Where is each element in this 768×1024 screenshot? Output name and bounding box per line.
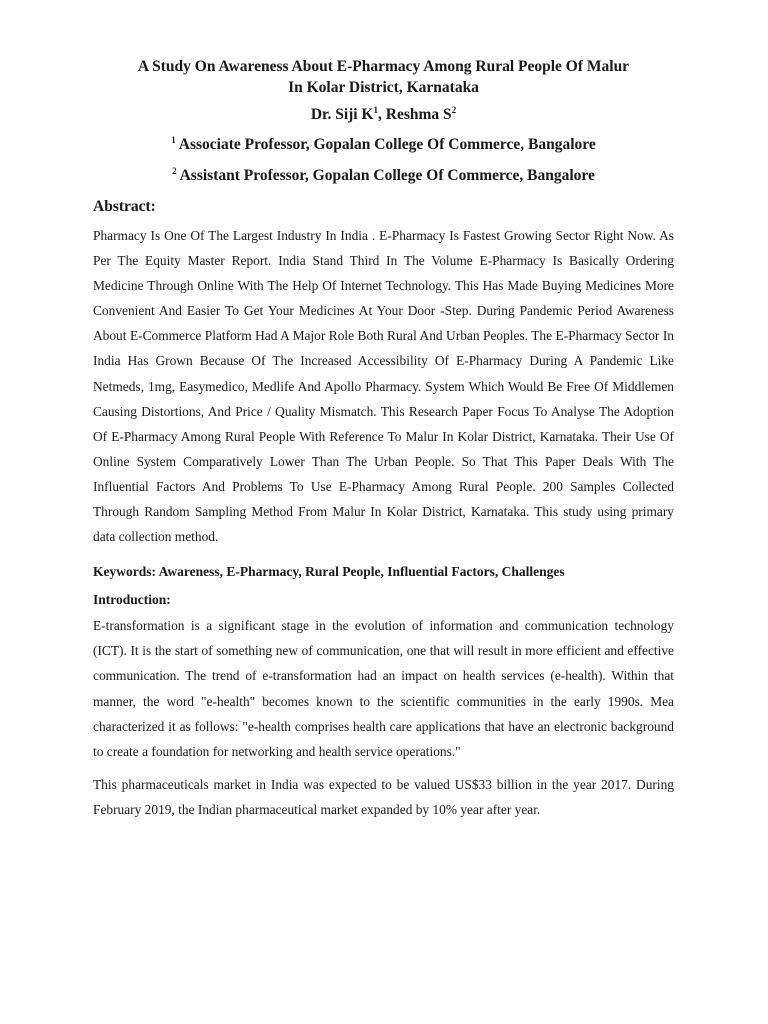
paper-title [93,56,674,98]
affiliation-2-marker: 2 [172,165,177,176]
affiliation-2 [93,165,674,186]
author-separator: , [378,106,386,123]
introduction-heading: Introduction: [93,592,171,608]
affiliation-2-text: Assistant Professor, Gopalan College Of Commerce, Bangalore [176,167,595,184]
author-2: Reshma S [385,106,452,123]
author-2-marker: 2 [451,104,457,115]
affiliation-1-text: Associate Professor, Gopalan College Of Commerce, Bangalore [175,136,596,153]
author-list [93,104,674,125]
title-line-1: A Study On Awareness About E-Pharmacy Among Rural People Of Malur [137,58,630,75]
affiliation-1-marker: 1 [171,134,176,145]
author-1: Dr. Siji K [310,106,374,123]
abstract-text: Pharmacy Is One Of The Largest Industry In India . E-Pharmacy Is Fastest Growing Sector Right Now. As Per The Equity Master Report. India Stand Third In The Volume E-Pharmacy Is Basically Ordering Medicine Through Online With The Help Of Internet Technology. This Has Made Buying Medicines More Convenient And Easier To Get Your Medicines At Your Door -Step. During Pandemic Period Awareness About E-Commerce Platform Had A Major Role Both Rural And Urban Peoples. The E-Pharmacy Sector In India Has Grown Because Of The Increased Accessibility Of E-Pharmacy During A Pandemic Like Netmeds, 1mg, Easymedico, Medlife And Apollo Pharmacy. System Which Would Be Free Of Middlemen Causing Distortions, And Price / Quality Mismatch. This Research Paper Focus To Analyse The Adoption Of E-Pharmacy Among Rural People With Reference To Malur In Kolar District, Karnataka. Their Use Of Online System Comparatively Lower Than The Urban People. So That This Paper Deals With The Influential Factors And Problems To Use E-Pharmacy Among Rural People. 200 Samples Collected Through Random Sampling Method From Malur In Kolar District, Karnataka. This study using primary data collection method. [93,228,674,545]
keywords-line: Keywords: Awareness, E-Pharmacy, Rural People, Influential Factors, Challenges [93,564,565,580]
introduction-paragraph-2: This pharmaceuticals market in India was expected to be valued US$33 billion in the year 2017. During February 2019, the Indian pharmaceutical market expanded by 10% year after year. [93,776,674,817]
introduction-paragraph-1: E-transformation is a significant stage in the evolution of information and communication technology (ICT). It is the start of something new of communication, one that will result in more efficient and effective communication. The trend of e-transformation had an impact on health services (e-health). Within that manner, the word "e-health" becomes known to the scientific communities in the early 1990s. Mea characterized it as follows: "e-health comprises health care applications that have an electronic background to create a foundation for networking and health service operations." [93,618,674,759]
abstract-heading: Abstract: [93,198,156,215]
author-1-marker: 1 [373,104,379,115]
affiliation-1 [93,134,674,155]
paper-page [93,56,674,822]
title-line-2: In Kolar District, Karnataka [288,79,479,96]
